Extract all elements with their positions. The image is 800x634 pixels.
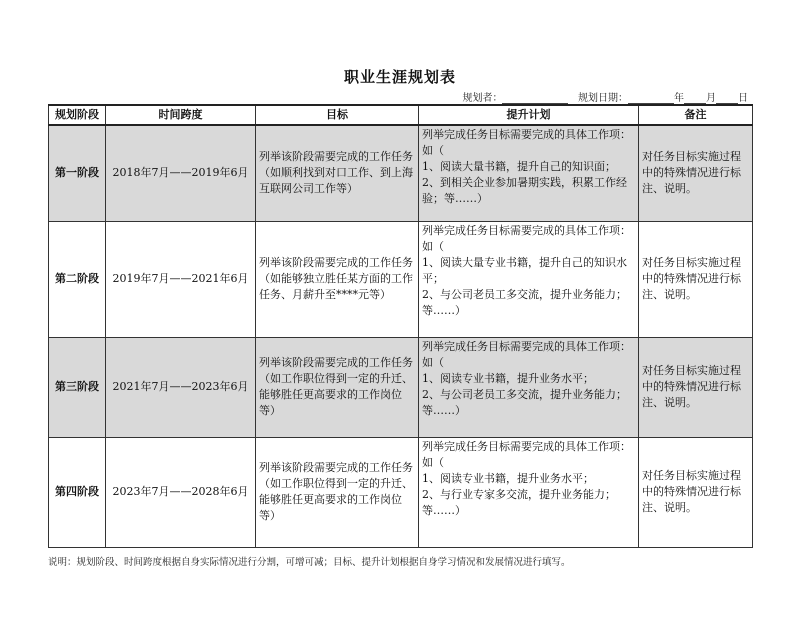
month-field[interactable]: [684, 93, 706, 104]
plan-line: 列举完成任务目标需要完成的具体工作项：如（: [422, 339, 631, 369]
table-row: [49, 437, 753, 547]
plan-line: 1、阅读专业书籍，提升业务水平；: [422, 471, 594, 485]
time-span-cell: 2021年7月——2023年6月: [106, 337, 256, 437]
day-field[interactable]: [716, 93, 738, 104]
table-header-row: [49, 105, 753, 125]
stage-cell: 第四阶段: [49, 437, 106, 547]
note-cell: 对任务目标实施过程中的特殊情况进行标注、说明。: [639, 437, 753, 547]
goal-cell: 列举该阶段需要完成的工作任务（如工作职位得到一定的升迁、能够胜任更高要求的工作岗位等）: [256, 337, 419, 437]
plan-line: 列举完成任务目标需要完成的具体工作项：如（: [422, 223, 631, 253]
plan-cell: [419, 337, 639, 437]
year-field[interactable]: [628, 93, 674, 104]
plan-line: 2、到相关企业参加暑期实践，积累工作经验；等……）: [422, 176, 627, 205]
plan-line: 1、阅读专业书籍，提升业务水平；: [422, 371, 594, 385]
header-note: 备注: [639, 105, 753, 125]
stage-cell: 第三阶段: [49, 337, 106, 437]
note-cell: 对任务目标实施过程中的特殊情况进行标注、说明。: [639, 221, 753, 337]
table-row: [49, 221, 753, 337]
stage-cell: 第一阶段: [49, 125, 106, 221]
time-span-cell: 2019年7月——2021年6月: [106, 221, 256, 337]
career-plan-table: [48, 104, 753, 548]
header-span: 时间跨度: [106, 105, 256, 125]
plan-line: 2、与公司老员工多交流，提升业务能力；等……）: [422, 387, 627, 417]
month-label: 月: [706, 93, 716, 104]
plan-line: 列举完成任务目标需要完成的具体工作项：如（: [422, 439, 631, 469]
plan-line: 列举完成任务目标需要完成的具体工作项：如（: [422, 128, 631, 157]
planner-label: 规划者：: [462, 93, 503, 104]
stage-cell: 第二阶段: [49, 221, 106, 337]
footnote: 说明：规划阶段、时间跨度根据自身实际情况进行分割，可增可减；目标、提升计划根据自身学习情况和发展情况进行填写。: [48, 557, 571, 568]
date-label: 规划日期：: [578, 93, 628, 104]
planner-meta: [462, 89, 748, 104]
plan-cell: [419, 221, 639, 337]
table-row: [49, 337, 753, 437]
plan-line: 2、与行业专家多交流，提升业务能力；等……）: [422, 487, 616, 517]
note-cell: 对任务目标实施过程中的特殊情况进行标注、说明。: [639, 125, 753, 221]
header-goal: 目标: [256, 105, 419, 125]
note-cell: 对任务目标实施过程中的特殊情况进行标注、说明。: [639, 337, 753, 437]
time-span-cell: 2023年7月——2028年6月: [106, 437, 256, 547]
goal-cell: 列举该阶段需要完成的工作任务（如顺利找到对口工作、到上海互联网公司工作等）: [256, 125, 419, 221]
time-span-cell: 2018年7月——2019年6月: [106, 125, 256, 221]
plan-cell: [419, 437, 639, 547]
plan-cell: [419, 125, 639, 221]
plan-line: 2、与公司老员工多交流，提升业务能力；等……）: [422, 287, 627, 317]
plan-line: 1、阅读大量书籍，提升自己的知识面；: [422, 160, 616, 173]
goal-cell: 列举该阶段需要完成的工作任务（如工作职位得到一定的升迁、能够胜任更高要求的工作岗位等）: [256, 437, 419, 547]
header-stage: 规划阶段: [49, 105, 106, 125]
table-row: [49, 125, 753, 221]
planner-field[interactable]: [502, 93, 568, 104]
header-plan: 提升计划: [419, 105, 639, 125]
plan-line: 1、阅读大量专业书籍，提升自己的知识水平；: [422, 255, 627, 285]
page-title: 职业生涯规划表: [343, 68, 456, 86]
year-label: 年: [674, 93, 684, 104]
day-label: 日: [738, 93, 748, 104]
goal-cell: 列举该阶段需要完成的工作任务（如能够独立胜任某方面的工作任务、月薪升至****元等）: [256, 221, 419, 337]
